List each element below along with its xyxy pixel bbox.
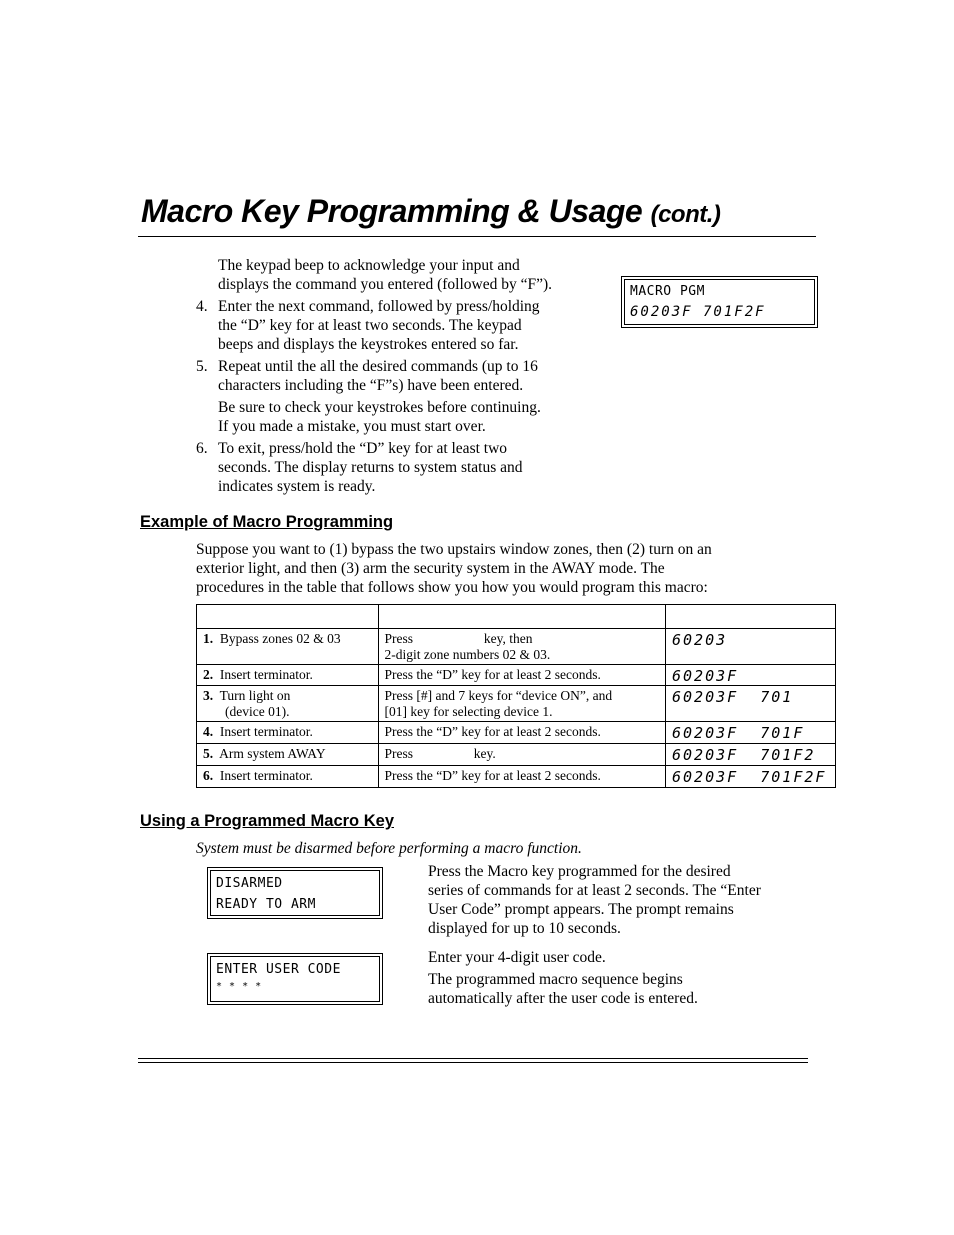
text-line: Enter the next command, followed by press/holding: [218, 298, 540, 315]
table-cell-display: 60203F 701F: [666, 722, 836, 744]
lcd-macro-pgm: [621, 276, 818, 328]
table-cell-display: 60203F 701: [666, 686, 836, 722]
text-line: automatically after the user code is entered.: [428, 990, 698, 1007]
table-cell-procedure: [378, 665, 665, 686]
text-line: Press the Macro key programmed for the desired: [428, 863, 731, 880]
text-line: The keypad beep to acknowledge your input and: [218, 257, 520, 274]
table-row: [197, 629, 836, 665]
table-cell-action: [197, 629, 379, 665]
lcd-line-1: MACRO PGM: [630, 284, 705, 299]
text-line: procedures in the table that follows show you how you would program this macro:: [196, 579, 708, 596]
example-heading: Example of Macro Programming: [140, 513, 394, 531]
footer-rule: [138, 1058, 808, 1063]
table-header-cell: [378, 605, 665, 629]
table-cell-display: 60203F: [666, 665, 836, 686]
macro-example-table: [196, 604, 836, 788]
lcd-enter-user-code: [207, 953, 383, 1005]
table-row: [197, 744, 836, 766]
table-cell-procedure: [378, 744, 665, 766]
text-line: Be sure to check your keystrokes before continuing.: [218, 399, 541, 416]
action-text: (device 01).: [225, 704, 290, 719]
table-row: [197, 722, 836, 744]
text-line: Suppose you want to (1) bypass the two upstairs window zones, then (2) turn on an: [196, 541, 712, 558]
lcd-line-2: 60203F 701F2F: [630, 304, 766, 320]
lcd-line-1: ENTER USER CODE: [216, 962, 341, 977]
procedure-line: Press key.: [384, 746, 496, 761]
procedure-line: Press [#] and 7 keys for “device ON”, and: [384, 688, 613, 703]
table-header-row: [197, 605, 836, 629]
table-row: [197, 686, 836, 722]
action-text: Insert terminator.: [219, 768, 313, 783]
table-cell-action: [197, 686, 379, 722]
table-cell-action: [197, 766, 379, 788]
action-text: Bypass zones 02 & 03: [219, 631, 341, 646]
table-cell-action: [197, 665, 379, 686]
table-cell-procedure: [378, 766, 665, 788]
text-line: the “D” key for at least two seconds. The keypad: [218, 317, 522, 334]
using-note: System must be disarmed before performing a macro function.: [196, 840, 582, 857]
text-line: beeps and displays the keystrokes entered so far.: [218, 336, 519, 353]
text-line: The programmed macro sequence begins: [428, 971, 683, 988]
procedure-line: Press the “D” key for at least 2 seconds.: [384, 724, 601, 739]
action-text: Arm system AWAY: [219, 746, 326, 761]
page-title: [141, 193, 720, 230]
row-number: 1.: [203, 631, 214, 646]
text-line: If you made a mistake, you must start over.: [218, 418, 486, 435]
row-number: 3.: [203, 688, 214, 703]
step-number: 6.: [196, 440, 208, 457]
lcd-disarmed: [207, 867, 383, 919]
table-row: [197, 665, 836, 686]
intro-continuation: [218, 256, 552, 294]
row-number: 6.: [203, 768, 214, 783]
example-paragraph: [196, 540, 712, 597]
table-cell-display: 60203F 701F2: [666, 744, 836, 766]
row-number: 4.: [203, 724, 214, 739]
row-number: 2.: [203, 667, 214, 682]
action-text: Turn light on: [219, 688, 291, 703]
page-title-cont: (cont.): [650, 201, 721, 228]
procedure-line: Press the “D” key for at least 2 seconds.: [384, 768, 601, 783]
text-line: indicates system is ready.: [218, 478, 376, 495]
text-line: seconds. The display returns to system status and: [218, 459, 523, 476]
table-cell-action: [197, 722, 379, 744]
table-cell-procedure: [378, 686, 665, 722]
action-text: Insert terminator.: [219, 667, 313, 682]
table-row: [197, 766, 836, 788]
procedure-line: 2-digit zone numbers 02 & 03.: [384, 647, 551, 662]
text-line: exterior light, and then (3) arm the security system in the AWAY mode. The: [196, 560, 665, 577]
row-number: 5.: [203, 746, 214, 761]
table-cell-action: [197, 744, 379, 766]
action-text: Insert terminator.: [219, 724, 313, 739]
page-title-main: Macro Key Programming & Usage: [141, 193, 643, 229]
table-cell-display: 60203: [666, 629, 836, 665]
text-line: [218, 376, 598, 395]
procedure-line: Press key, then: [384, 631, 533, 646]
table-cell-procedure: [378, 629, 665, 665]
using-text-2: Enter your 4-digit user code.: [428, 949, 606, 966]
text-line: series of commands for at least 2 seconds. The “Enter: [428, 882, 761, 899]
text-line: To exit, press/hold the “D” key for at least two: [218, 440, 508, 457]
text-fragment: characters including the “F”s) have been entered.: [218, 377, 524, 394]
table-header-cell: [666, 605, 836, 629]
title-rule: [138, 236, 816, 237]
using-text-1: [428, 862, 761, 938]
text-line: displayed for up to 10 seconds.: [428, 920, 621, 937]
procedure-line: Press the “D” key for at least 2 seconds.: [384, 667, 601, 682]
text-line: Repeat until the all the desired commands (up to 16: [218, 358, 538, 375]
intro-note: [218, 398, 541, 436]
lcd-line-1: DISARMED: [216, 876, 283, 891]
text-line: displays the command you entered (followed by “F”).: [218, 276, 553, 293]
table-cell-procedure: [378, 722, 665, 744]
step-number: 4.: [196, 298, 208, 315]
lcd-line-2: * * * *: [216, 981, 262, 992]
procedure-line: [01] key for selecting device 1.: [384, 704, 553, 719]
using-heading: Using a Programmed Macro Key: [140, 812, 394, 830]
table-header-cell: [197, 605, 379, 629]
using-text-3: [428, 970, 698, 1008]
text-line: User Code” prompt appears. The prompt remains: [428, 901, 734, 918]
lcd-line-2: READY TO ARM: [216, 897, 316, 912]
step-number: 5.: [196, 358, 208, 375]
table-cell-display: 60203F 701F2F: [666, 766, 836, 788]
